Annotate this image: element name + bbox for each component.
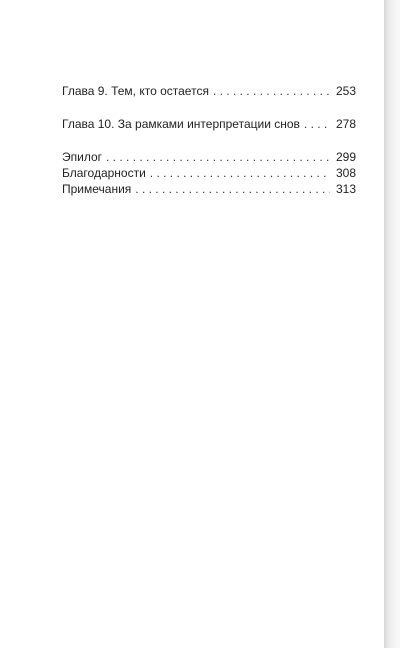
toc-entry-title: Глава 9. Тем, кто остается	[62, 84, 209, 98]
toc-entry-title: Примечания	[62, 182, 132, 196]
toc-entry-page: 253	[335, 84, 356, 98]
dot-leader	[106, 149, 330, 165]
toc-entry-title: Эпилог	[62, 150, 103, 164]
toc-entry-title: Благодарности	[62, 166, 146, 180]
dot-leader	[135, 181, 330, 197]
page-edge-shadow	[384, 0, 400, 648]
toc-entry-page: 278	[335, 117, 356, 131]
toc-entry	[62, 149, 356, 165]
toc-entry	[62, 181, 356, 197]
toc-group	[62, 149, 356, 197]
toc-group	[62, 83, 356, 99]
toc-entry	[62, 165, 356, 181]
toc-entry-page: 308	[335, 166, 356, 180]
toc-group	[62, 116, 356, 132]
toc-entry-title: Глава 10. За рамками интерпретации снов	[62, 117, 300, 131]
dot-leader	[150, 165, 330, 181]
table-of-contents	[62, 83, 356, 197]
toc-entry	[62, 83, 356, 99]
toc-entry	[62, 116, 356, 132]
dot-leader	[304, 116, 330, 132]
toc-entry-page: 313	[335, 182, 356, 196]
dot-leader	[213, 83, 330, 99]
toc-entry-page: 299	[335, 150, 356, 164]
